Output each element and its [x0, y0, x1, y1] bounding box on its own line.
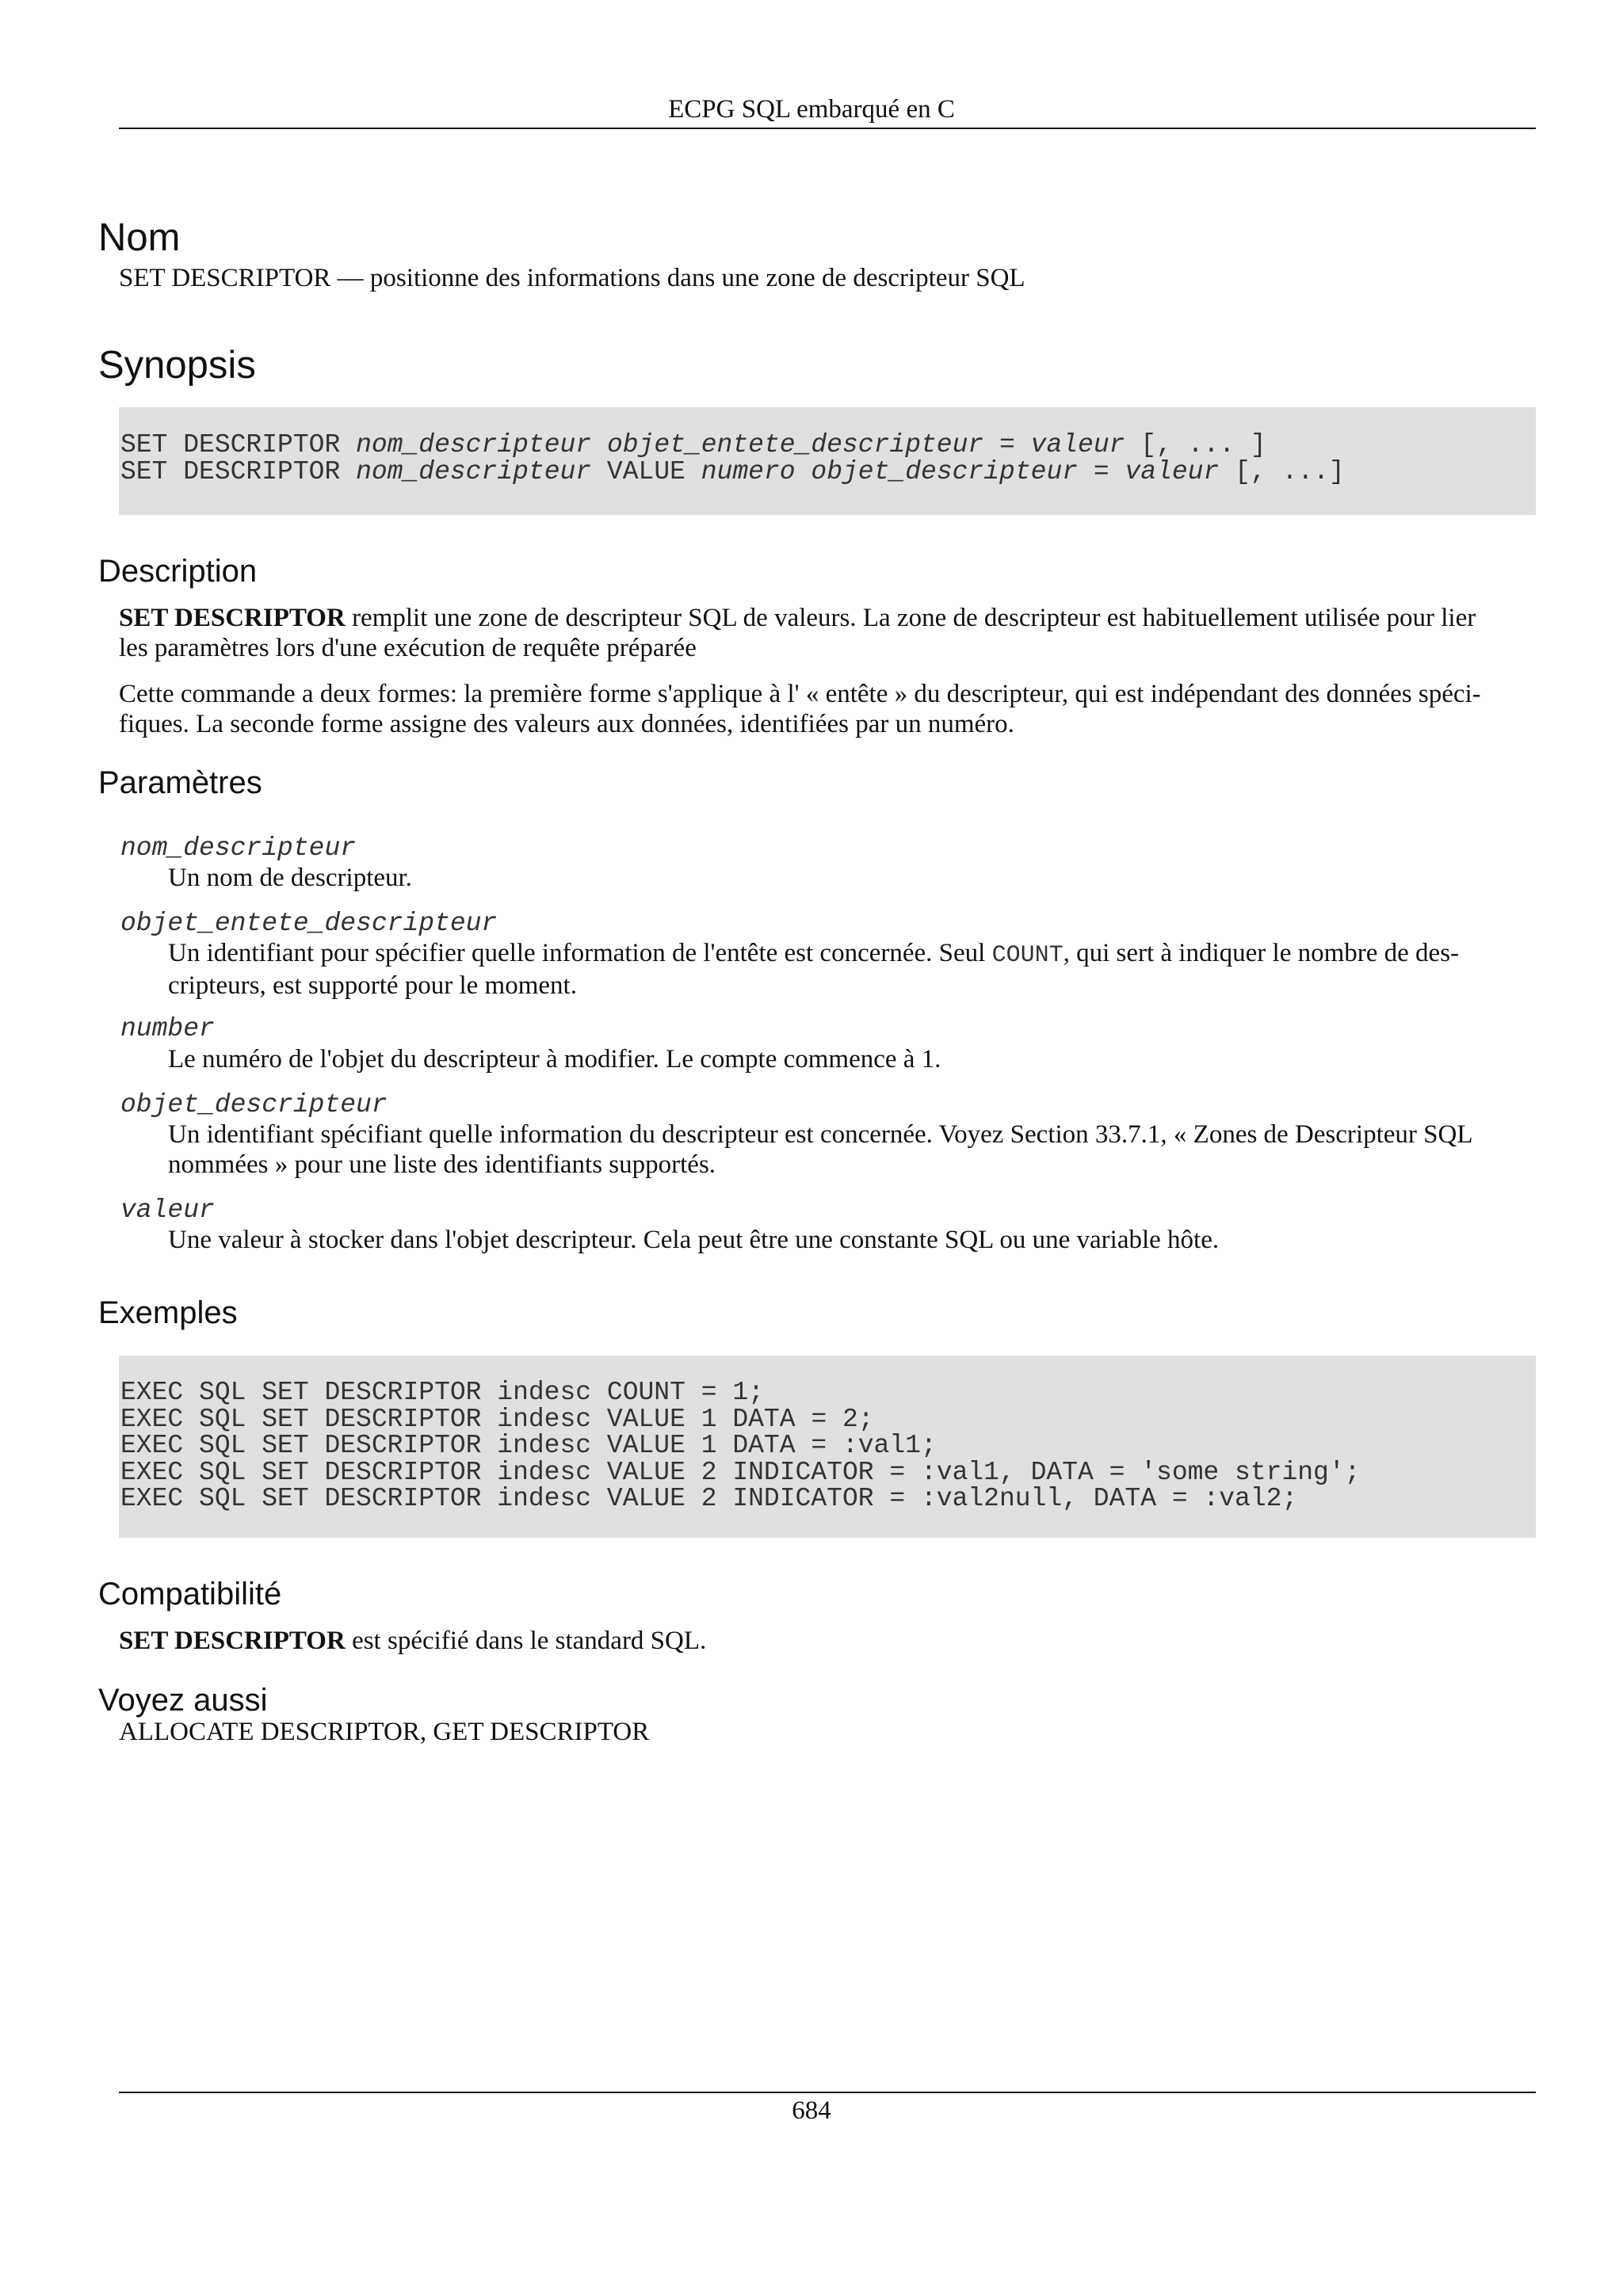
code-line: EXEC SQL SET DESCRIPTOR indesc COUNT = 1;: [120, 1378, 764, 1407]
param-definition: Le numéro de l'objet du descripteur à modifier. Le compte commence à 1.: [168, 1045, 941, 1074]
synopsis-equals: =: [1078, 456, 1125, 486]
synopsis-arg: valeur: [1125, 456, 1220, 486]
synopsis-code-block: [119, 407, 1536, 515]
see-also-links: ALLOCATE DESCRIPTOR, GET DESCRIPTOR: [119, 1718, 650, 1746]
section-heading-synopsis: Synopsis: [98, 344, 256, 387]
synopsis-tail: [, ...]: [1219, 456, 1345, 486]
param-term: objet_entete_descripteur: [120, 909, 498, 938]
param-def-text: nommées » pour une liste des identifiants supportés.: [168, 1150, 716, 1179]
description-p1-line2: les paramètres lors d'une exécution de requête préparée: [119, 634, 697, 662]
footer-rule: [119, 2092, 1536, 2093]
section-heading-description: Description: [98, 554, 258, 589]
param-def-text: , qui sert à indiquer le nombre de des-: [1063, 939, 1460, 967]
synopsis-equals: =: [983, 430, 1031, 460]
synopsis-arg: nom_descripteur: [356, 456, 592, 486]
description-paragraph-2: [119, 679, 1536, 739]
description-p2-line1: Cette commande a deux formes: la première forme s'applique à l' « entête » du descripteur, qui est indépendant des données spéci-: [119, 680, 1481, 708]
synopsis-keyword: SET DESCRIPTOR: [120, 430, 357, 460]
section-heading-voyez-aussi: Voyez aussi: [98, 1683, 268, 1718]
synopsis-arg: numero: [701, 456, 796, 486]
section-heading-compatibilite: Compatibilité: [98, 1577, 282, 1611]
param-term: valeur: [120, 1196, 215, 1225]
param-definition: [168, 938, 1536, 1001]
synopsis-arg: objet_descripteur: [811, 456, 1079, 486]
page-number: 684: [792, 2096, 831, 2125]
param-term: objet_descripteur: [120, 1090, 388, 1119]
param-definition: Une valeur à stocker dans l'objet descripteur. Cela peut être une constante SQL ou une variable hôte.: [168, 1226, 1220, 1254]
description-paragraph-1: [119, 603, 1536, 663]
description-p2-line2: fiques. La seconde forme assigne des valeurs aux données, identifiées par un numéro.: [119, 710, 1014, 738]
section-heading-nom: Nom: [98, 216, 181, 259]
param-definition: Un nom de descripteur.: [168, 864, 412, 892]
synopsis-keyword: SET DESCRIPTOR: [120, 456, 357, 486]
compatibilite-text: [119, 1626, 1536, 1656]
code-line: EXEC SQL SET DESCRIPTOR indesc VALUE 1 DATA = :val1;: [120, 1431, 937, 1461]
synopsis-line-2: [120, 456, 1536, 486]
command-name: SET DESCRIPTOR: [119, 1627, 346, 1655]
code-line: EXEC SQL SET DESCRIPTOR indesc VALUE 1 DATA = 2;: [120, 1404, 874, 1434]
param-term: nom_descripteur: [120, 833, 357, 863]
inline-code: COUNT: [991, 942, 1064, 969]
section-heading-exemples: Exemples: [98, 1295, 238, 1330]
synopsis-keyword: VALUE: [591, 456, 701, 486]
header-rule: [119, 128, 1536, 129]
param-def-text: Un identifiant pour spécifier quelle information de l'entête est concernée. Seul: [168, 939, 992, 967]
synopsis-space: [796, 457, 812, 486]
compatibilite-rest: est spécifié dans le standard SQL.: [345, 1627, 707, 1655]
param-term: number: [120, 1014, 215, 1043]
command-name: SET DESCRIPTOR: [119, 604, 346, 632]
synopsis-arg: nom_descripteur: [356, 430, 592, 460]
synopsis-tail: [, ... ]: [1125, 430, 1266, 460]
param-def-text: Un identifiant spécifiant quelle information du descripteur est concernée. Voyez Section 33.7.1, « Zones de Descripteur SQL: [168, 1120, 1473, 1149]
synopsis-space: [591, 430, 607, 460]
examples-code-block: [119, 1356, 1536, 1538]
section-heading-parametres: Paramètres: [98, 765, 262, 800]
synopsis-arg: objet_entete_descripteur: [606, 430, 984, 460]
param-def-text: cripteurs, est supporté pour le moment.: [168, 971, 577, 1000]
param-definition: [168, 1119, 1536, 1180]
synopsis-arg: valeur: [1030, 430, 1125, 460]
description-p1-line1: remplit une zone de descripteur SQL de valeurs. La zone de descripteur est habituellement utilisée pour lier: [345, 604, 1476, 632]
code-line: EXEC SQL SET DESCRIPTOR indesc VALUE 2 INDICATOR = :val1, DATA = 'some string';: [120, 1457, 1361, 1487]
running-header: ECPG SQL embarqué en C: [668, 95, 955, 124]
nom-text: SET DESCRIPTOR — positionne des informations dans une zone de descripteur SQL: [119, 264, 1025, 292]
synopsis-line-1: [120, 432, 1536, 459]
code-line: EXEC SQL SET DESCRIPTOR indesc VALUE 2 INDICATOR = :val2null, DATA = :val2;: [120, 1484, 1298, 1514]
